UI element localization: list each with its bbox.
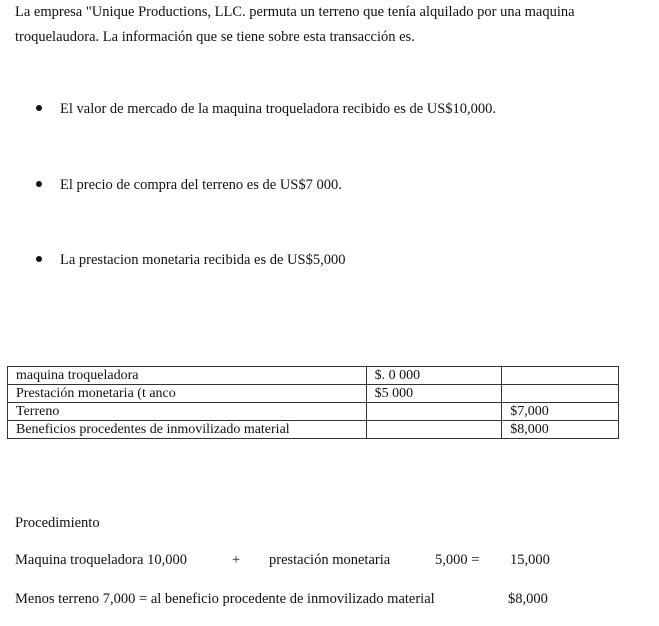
table-cell-debit bbox=[366, 403, 502, 421]
intro-line-2: troquelaudora. La información que se tiene sobre esta transacción es. bbox=[15, 29, 415, 45]
bullet-icon bbox=[36, 256, 42, 262]
fact-market-value bbox=[36, 101, 496, 118]
procedure-line-1-plus: + bbox=[232, 552, 241, 568]
table-cell-account: Prestación monetaria (t anco bbox=[8, 385, 367, 403]
bullet-icon bbox=[36, 105, 42, 111]
fact-monetary-payment bbox=[36, 252, 345, 269]
table-cell-credit: $8,000 bbox=[502, 421, 619, 439]
table-cell-debit: $. 0 000 bbox=[366, 367, 502, 385]
table-cell-credit bbox=[502, 385, 619, 403]
intro-paragraph bbox=[15, 0, 645, 50]
table-cell-credit bbox=[502, 367, 619, 385]
table-row bbox=[8, 421, 619, 439]
procedure-line-1-total: 15,000 bbox=[510, 552, 550, 568]
procedure-line-1-payment: prestación monetaria bbox=[269, 552, 391, 568]
table-cell-debit: $5 000 bbox=[366, 385, 502, 403]
procedure-line-2-text: Menos terreno 7,000 = al beneficio procedente de inmovilizado material bbox=[15, 591, 435, 607]
table-cell-account: Beneficios procedentes de inmovilizado material bbox=[8, 421, 367, 439]
table-cell-account: maquina troqueladora bbox=[8, 367, 367, 385]
table-cell-credit: $7,000 bbox=[502, 403, 619, 421]
procedure-title: Procedimiento bbox=[15, 515, 100, 531]
fact-land-price bbox=[36, 177, 342, 194]
fact-text: El precio de compra del terreno es de US$7 000. bbox=[60, 177, 342, 193]
table-cell-account: Terreno bbox=[8, 403, 367, 421]
procedure-line-2-result: $8,000 bbox=[508, 591, 548, 607]
journal-table bbox=[7, 366, 619, 439]
table-cell-debit bbox=[366, 421, 502, 439]
bullet-icon bbox=[36, 181, 42, 187]
table-row bbox=[8, 403, 619, 421]
intro-line-1: La empresa "Unique Productions, LLC. permuta un terreno que tenía alquilado por una maquina bbox=[15, 4, 575, 20]
table-row bbox=[8, 367, 619, 385]
procedure-line-1-machine: Maquina troqueladora 10,000 bbox=[15, 552, 187, 568]
fact-text: La prestacion monetaria recibida es de US$5,000 bbox=[60, 252, 346, 268]
table-row bbox=[8, 385, 619, 403]
fact-text: El valor de mercado de la maquina troqueladora recibido es de US$10,000. bbox=[60, 101, 497, 117]
procedure-line-1-amount: 5,000 = bbox=[435, 552, 480, 568]
